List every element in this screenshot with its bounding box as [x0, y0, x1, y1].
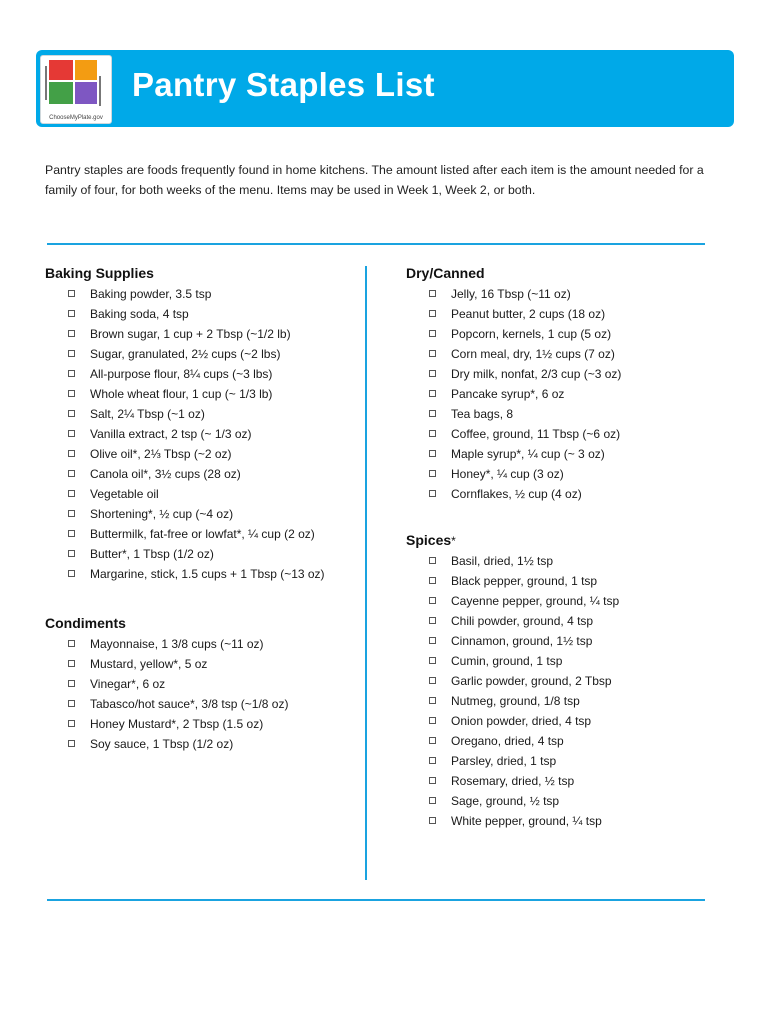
list-item-label: Pancake syrup*, 6 oz	[451, 387, 565, 401]
checkbox[interactable]	[68, 740, 75, 747]
list-item	[45, 404, 355, 424]
list-item-label: Vegetable oil	[90, 487, 159, 501]
list-item	[45, 504, 355, 524]
list-item-label: Olive oil*, 2⅓ Tbsp (~2 oz)	[90, 447, 232, 461]
list-item-label: Mustard, yellow*, 5 oz	[90, 657, 208, 671]
section-title-condiments: Condiments	[45, 615, 126, 631]
list-item	[406, 344, 726, 364]
checkbox[interactable]	[68, 330, 75, 337]
list-item-label: Dry milk, nonfat, 2/3 cup (~3 oz)	[451, 367, 622, 381]
list-item	[406, 611, 726, 631]
section-title-spices	[406, 529, 726, 551]
left-column	[45, 262, 355, 754]
list-item	[45, 464, 355, 484]
list-item-label: Jelly, 16 Tbsp (~11 oz)	[451, 287, 571, 301]
list-item	[45, 364, 355, 384]
list-item-label: Cinnamon, ground, 1½ tsp	[451, 634, 593, 648]
condiments-list	[45, 634, 355, 754]
list-item	[45, 634, 355, 654]
list-item	[45, 544, 355, 564]
list-item	[406, 424, 726, 444]
checkbox[interactable]	[68, 370, 75, 377]
column-divider	[365, 266, 367, 880]
myplate-logo	[40, 55, 112, 124]
list-item	[45, 524, 355, 544]
list-item	[45, 344, 355, 364]
list-item	[406, 811, 726, 831]
list-item-label: Chili powder, ground, 4 tsp	[451, 614, 594, 628]
list-item-label: Rosemary, dried, ½ tsp	[451, 774, 575, 788]
checkbox[interactable]	[429, 817, 436, 824]
checkbox[interactable]	[68, 310, 75, 317]
checkbox[interactable]	[68, 660, 75, 667]
list-item	[45, 564, 355, 584]
list-item-label: Peanut butter, 2 cups (18 oz)	[451, 307, 606, 321]
list-item-label: Margarine, stick, 1.5 cups + 1 Tbsp (~13 oz)	[90, 567, 325, 581]
list-item	[45, 484, 355, 504]
checkbox[interactable]	[429, 777, 436, 784]
checkbox[interactable]	[429, 330, 436, 337]
list-item-label: Cayenne pepper, ground, ¼ tsp	[451, 594, 620, 608]
dry-canned-list	[406, 284, 726, 504]
list-item	[406, 711, 726, 731]
checkbox[interactable]	[68, 350, 75, 357]
list-item-label: Basil, dried, 1½ tsp	[451, 554, 554, 568]
checkbox[interactable]	[429, 717, 436, 724]
checkbox[interactable]	[429, 637, 436, 644]
list-item-label: Onion powder, dried, 4 tsp	[451, 714, 592, 728]
list-item	[45, 304, 355, 324]
list-item-label: Sugar, granulated, 2½ cups (~2 lbs)	[90, 347, 281, 361]
checkbox[interactable]	[429, 450, 436, 457]
baking-list	[45, 284, 355, 584]
list-item	[406, 304, 726, 324]
list-item	[406, 284, 726, 304]
checkbox[interactable]	[68, 550, 75, 557]
bottom-divider	[47, 899, 705, 901]
list-item-label: Baking soda, 4 tsp	[90, 307, 189, 321]
list-item-label: Coffee, ground, 11 Tbsp (~6 oz)	[451, 427, 621, 441]
list-item	[45, 284, 355, 304]
section-title-dry-canned: Dry/Canned	[406, 265, 485, 281]
list-item	[406, 691, 726, 711]
header-banner	[36, 50, 734, 127]
list-item	[406, 444, 726, 464]
list-item	[406, 404, 726, 424]
checkbox[interactable]	[68, 510, 75, 517]
checkbox[interactable]	[68, 450, 75, 457]
spices-list	[406, 551, 726, 831]
list-item-label: Canola oil*, 3½ cups (28 oz)	[90, 467, 241, 481]
list-item-label: All-purpose flour, 8¼ cups (~3 lbs)	[90, 367, 273, 381]
list-item	[406, 324, 726, 344]
checkbox[interactable]	[429, 470, 436, 477]
list-item	[45, 424, 355, 444]
page-title: Pantry Staples List	[132, 66, 435, 103]
intro-paragraph: Pantry staples are foods frequently found in home kitchens. The amount listed after each item is the amount needed for a family of four, for both weeks of the menu. Items may be used in Week 1, Week 2, or both.	[45, 163, 704, 197]
checkbox[interactable]	[429, 430, 436, 437]
list-item-label: Tea bags, 8	[451, 407, 514, 421]
checkbox[interactable]	[68, 570, 75, 577]
list-item-label: Cornflakes, ½ cup (4 oz)	[451, 487, 582, 501]
checkbox[interactable]	[68, 720, 75, 727]
list-item-label: Mayonnaise, 1 3/8 cups (~11 oz)	[90, 637, 264, 651]
checkbox[interactable]	[68, 680, 75, 687]
list-item-label: Garlic powder, ground, 2 Tbsp	[451, 674, 612, 688]
list-item	[45, 384, 355, 404]
spices-title-mark: *	[451, 534, 456, 548]
checkbox[interactable]	[68, 390, 75, 397]
list-item-label: Corn meal, dry, 1½ cups (7 oz)	[451, 347, 615, 361]
list-item-label: Oregano, dried, 4 tsp	[451, 734, 564, 748]
checkbox[interactable]	[68, 490, 75, 497]
list-item	[406, 551, 726, 571]
list-item	[406, 364, 726, 384]
list-item-label: White pepper, ground, ¼ tsp	[451, 814, 602, 828]
list-item	[45, 694, 355, 714]
list-item	[406, 384, 726, 404]
list-item	[45, 714, 355, 734]
section-title-baking: Baking Supplies	[45, 265, 154, 281]
list-item-label: Buttermilk, fat-free or lowfat*, ¼ cup (2 oz)	[90, 527, 315, 541]
checkbox[interactable]	[429, 310, 436, 317]
checkbox[interactable]	[429, 657, 436, 664]
checkbox[interactable]	[68, 430, 75, 437]
checkbox[interactable]	[429, 577, 436, 584]
list-item	[406, 651, 726, 671]
checkbox[interactable]	[68, 470, 75, 477]
list-item	[45, 444, 355, 464]
list-item	[45, 324, 355, 344]
list-item-label: Maple syrup*, ¼ cup (~ 3 oz)	[451, 447, 605, 461]
list-item	[406, 484, 726, 504]
list-item-label: Butter*, 1 Tbsp (1/2 oz)	[90, 547, 214, 561]
list-item-label: Cumin, ground, 1 tsp	[451, 654, 563, 668]
checkbox[interactable]	[429, 697, 436, 704]
list-item	[406, 731, 726, 751]
checkbox[interactable]	[429, 350, 436, 357]
list-item	[406, 591, 726, 611]
myplate-icon	[41, 56, 111, 112]
right-column	[406, 262, 726, 831]
checkbox[interactable]	[68, 410, 75, 417]
list-item-label: Honey Mustard*, 2 Tbsp (1.5 oz)	[90, 717, 264, 731]
list-item	[406, 631, 726, 651]
spices-title-text: Spices	[406, 532, 452, 548]
checkbox[interactable]	[429, 290, 436, 297]
list-item-label: Whole wheat flour, 1 cup (~ 1/3 lb)	[90, 387, 273, 401]
checkbox[interactable]	[429, 677, 436, 684]
logo-caption: ChooseMyPlate.gov	[49, 115, 103, 121]
checkbox[interactable]	[68, 290, 75, 297]
list-item	[406, 771, 726, 791]
list-item-label: Salt, 2¼ Tbsp (~1 oz)	[90, 407, 205, 421]
list-item	[406, 571, 726, 591]
checkbox[interactable]	[429, 757, 436, 764]
list-item-label: Black pepper, ground, 1 tsp	[451, 574, 598, 588]
list-item	[406, 671, 726, 691]
list-item-label: Shortening*, ½ cup (~4 oz)	[90, 507, 234, 521]
checkbox[interactable]	[68, 700, 75, 707]
list-item-label: Brown sugar, 1 cup + 2 Tbsp (~1/2 lb)	[90, 327, 291, 341]
checkbox[interactable]	[429, 557, 436, 564]
list-item	[406, 464, 726, 484]
checkbox[interactable]	[429, 390, 436, 397]
checkbox[interactable]	[429, 490, 436, 497]
list-item-label: Nutmeg, ground, 1/8 tsp	[451, 694, 580, 708]
checkbox[interactable]	[429, 370, 436, 377]
checkbox[interactable]	[429, 797, 436, 804]
list-item-label: Sage, ground, ½ tsp	[451, 794, 560, 808]
checkbox[interactable]	[429, 617, 436, 624]
list-item-label: Baking powder, 3.5 tsp	[90, 287, 212, 301]
list-item	[45, 734, 355, 754]
list-item-label: Vanilla extract, 2 tsp (~ 1/3 oz)	[90, 427, 252, 441]
list-item-label: Soy sauce, 1 Tbsp (1/2 oz)	[90, 737, 234, 751]
checkbox[interactable]	[68, 640, 75, 647]
list-item-label: Honey*, ¼ cup (3 oz)	[451, 467, 564, 481]
checkbox[interactable]	[429, 410, 436, 417]
list-item-label: Popcorn, kernels, 1 cup (5 oz)	[451, 327, 612, 341]
list-item-label: Parsley, dried, 1 tsp	[451, 754, 557, 768]
list-item-label: Tabasco/hot sauce*, 3/8 tsp (~1/8 oz)	[90, 697, 289, 711]
checkbox[interactable]	[429, 737, 436, 744]
list-item	[406, 791, 726, 811]
list-item	[406, 751, 726, 771]
top-divider	[47, 243, 705, 245]
list-item	[45, 654, 355, 674]
list-item-label: Vinegar*, 6 oz	[90, 677, 166, 691]
checkbox[interactable]	[429, 597, 436, 604]
checkbox[interactable]	[68, 530, 75, 537]
list-item	[45, 674, 355, 694]
